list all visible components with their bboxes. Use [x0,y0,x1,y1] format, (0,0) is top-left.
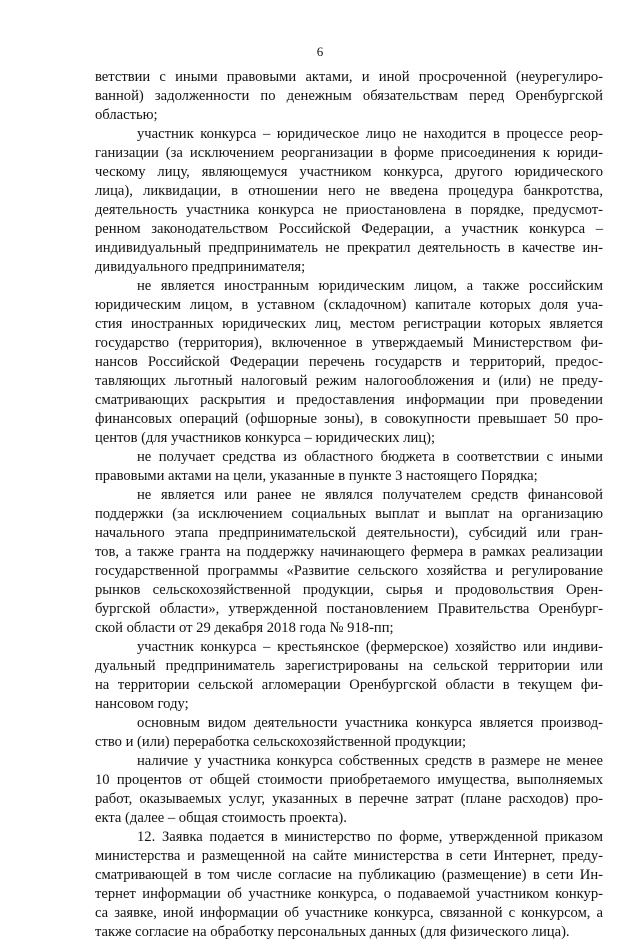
text-line: центов (для участников конкурса – юридических лиц); [95,430,436,446]
text-line: поддержки (за исключением социальных выплат и выплат на организацию [95,506,603,522]
text-line: на территории сельской агломерации Оренбургской области в текущем фи- [95,677,603,693]
text-line: также согласие на обработку персональных данных (для физического лица). [95,924,570,940]
text-line: правовыми актами на цели, указанные в пункте 3 настоящего Порядка; [95,468,538,484]
text-line: дивидуального предпринимателя; [95,259,306,275]
text-line: государство (территория), включенное в утверждаемый Министерством фи- [95,335,603,351]
text-line: начального этапа предпринимательской деятельности), субсидий или гран- [95,525,603,541]
text-line: ванной) задолженности по денежным обязательствам перед Оренбургской [95,88,603,104]
text-line: не является иностранным юридическим лицом, а также российским [137,278,603,294]
text-line: тернет информации об участнике конкурса, о подаваемой участником конкур- [95,886,603,902]
text-line: ренном законодательством Российской Федерации, а участник конкурса – [95,221,603,237]
text-line: сматривающей в том числе согласие на публикацию (размещение) в сети Ин- [95,867,603,883]
text-line: участник конкурса – крестьянское (фермерское) хозяйство или индиви- [137,639,603,655]
text-line: тов, а также гранта на поддержку начинающего фермера в рамках реализации [95,544,603,560]
text-line: стия иностранных юридических лиц, местом регистрации которых является [95,316,603,332]
text-line: министерства и размещенной на сайте министерства в сети Интернет, преду- [95,848,603,864]
text-line: дуальный предприниматель зарегистрированы на сельской территории или [95,658,603,674]
text-line: ческому лицу, являющемуся участником конкурса, другого юридического [95,164,603,180]
text-line: индивидуальный предприниматель не прекратил деятельность в качестве ин- [95,240,603,256]
text-line: не получает средства из областного бюджета в соответствии с иными [137,449,603,465]
text-line: екта (далее – общая стоимость проекта). [95,810,347,826]
text-line: деятельность участника конкурса не приостановлена в порядке, предусмот- [95,202,603,218]
text-line: рынков сельскохозяйственной продукции, сырья и продовольствия Орен- [95,582,603,598]
text-line: наличие у участника конкурса собственных средств в размере не менее [137,753,603,769]
text-line: ской области от 29 декабря 2018 года № 918-пп; [95,620,394,636]
text-line: ветствии с иными правовыми актами, и иной просроченной (неурегулиро- [95,69,603,85]
page-number: 6 [316,44,324,59]
text-line: областью; [95,107,158,123]
text-line: ство и (или) переработка сельскохозяйственной продукции; [95,734,467,750]
text-line: 12. Заявка подается в министерство по форме, утвержденной приказом [137,829,603,845]
text-line: государственной программы «Развитие сельского хозяйства и регулирование [95,563,603,579]
text-line: не является или ранее не являлся получателем средств финансовой [137,487,603,503]
text-line: лица), ликвидации, в отношении него не введена процедура банкротства, [95,183,603,199]
text-line: бургской области», утвержденной постановлением Правительства Оренбург- [95,601,603,617]
text-line: тавляющих льготный налоговый режим налогообложения и (или) не преду- [95,373,603,389]
text-line: юридическим лицом, в уставном (складочном) капитале которых доля уча- [95,297,603,313]
text-line: участник конкурса – юридическое лицо не находится в процессе реор- [137,126,603,142]
text-line: основным видом деятельности участника конкурса является производ- [137,715,603,731]
document-body [95,68,603,942]
text-line: са заявке, иной информации об участнике конкурса, связанной с конкурсом, а [95,905,603,921]
text-line: нансов Российской Федерации перечень государств и территорий, предос- [95,354,603,370]
text-line: нансовом году; [95,696,189,712]
text-line: финансовых операций (офшорные зоны), в совокупности превышает 50 про- [95,411,603,427]
text-line: ганизации (за исключением реорганизации в форме присоединения к юриди- [95,145,603,161]
text-line: работ, оказываемых услуг, указанных в перечне затрат (плане расходов) про- [95,791,603,807]
text-line: 10 процентов от общей стоимости приобретаемого имущества, выполняемых [95,772,603,788]
text-line: сматривающих раскрытия и предоставления информации при проведении [95,392,603,408]
